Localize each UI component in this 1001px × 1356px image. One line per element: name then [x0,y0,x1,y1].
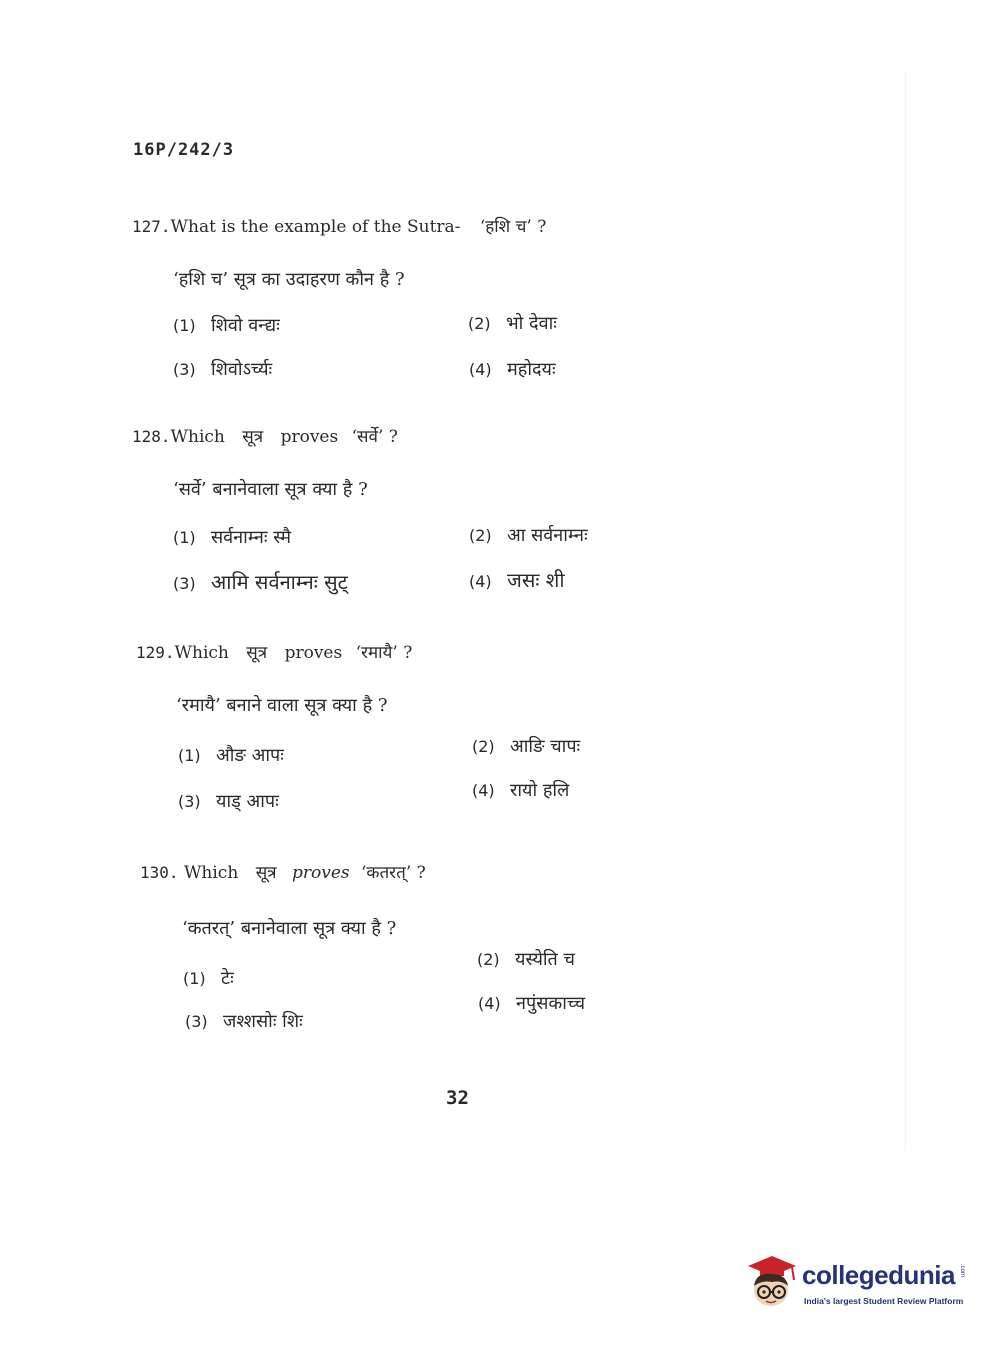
question-english-text: Which [183,863,239,883]
option-number: (4) [472,781,495,800]
option-text: शिवो वन्द्यः [211,315,280,336]
option-text: शिवोऽर्च्यः [211,359,273,380]
option-text: टेः [221,968,234,989]
option-number: (3) [178,792,201,811]
question-english-text: Which [170,427,225,447]
option-number: (4) [469,572,492,591]
option-text: आङि चापः [510,736,581,757]
question-term: ‘सर्वे’ ? [351,427,398,447]
collegedunia-watermark[interactable] [742,1250,970,1320]
page-number: 32 [446,1087,469,1109]
option-1[interactable] [178,743,284,767]
option-text: यस्येति च [515,949,575,970]
question-hindi: ‘सर्वे’ बनानेवाला सूत्र क्या है ? [173,479,368,500]
question-english-mid: proves [280,427,339,447]
option-3[interactable] [185,1009,303,1033]
option-number: (2) [469,526,492,545]
option-1[interactable] [173,525,291,549]
option-text: आमि सर्वनाम्नः सुट् [211,570,348,594]
question-129 [0,636,1001,836]
brand-dotcom: .com [959,1264,965,1278]
option-text: भो देवाः [506,313,557,334]
option-2[interactable] [472,734,580,758]
option-number: (4) [469,360,492,379]
question-english-text: What is the example of the Sutra- [170,217,461,237]
option-number: (3) [173,574,196,593]
question-number: 127. [132,217,171,236]
option-number: (2) [468,314,491,333]
paper-code: 16P/242/3 [133,140,235,160]
question-term: ‘कतरत्’ ? [361,863,426,883]
question-english [132,214,546,237]
option-text: महोदयः [507,359,556,380]
question-english [136,640,412,663]
question-hindi: ‘हशि च’ सूत्र का उदाहरण कौन है ? [173,269,405,290]
brand-name: collegedunia [802,1260,955,1290]
option-3[interactable] [178,789,279,813]
option-4[interactable] [469,357,556,381]
option-number: (4) [478,994,501,1013]
option-4[interactable] [469,566,565,593]
option-2[interactable] [469,523,588,547]
question-english [132,424,398,447]
option-text: औङ आपः [216,745,284,766]
question-number: 128. [132,427,171,446]
option-3[interactable] [173,357,272,381]
option-text: जसः शी [507,568,565,592]
question-number: 129. [136,643,175,662]
option-4[interactable] [478,991,585,1015]
question-english-mid: proves [291,863,350,883]
question-sutra-word: सूत्र [255,863,277,883]
option-4[interactable] [472,778,569,802]
option-text: याड् आपः [216,791,279,812]
option-text: रायो हलि [510,780,570,801]
question-sutra-word: सूत्र [242,427,264,447]
question-hindi: ‘रमायै’ बनाने वाला सूत्र क्या है ? [176,695,388,716]
option-number: (1) [173,528,196,547]
option-text: जश्शसोः शिः [223,1011,303,1032]
question-sutra-word: सूत्र [246,643,268,663]
option-3[interactable] [173,568,348,595]
brand-tagline: India's largest Student Review Platform [804,1296,964,1306]
question-english-text: Which [174,643,229,663]
question-number: 130. [140,863,179,882]
question-130 [0,852,1001,1052]
option-number: (2) [477,950,500,969]
question-english-mid: proves [284,643,343,663]
option-text: आ सर्वनाम्नः [507,525,588,546]
question-term: ‘हशि च’ ? [479,217,547,237]
question-127 [0,210,1001,410]
option-2[interactable] [468,311,557,335]
option-text: सर्वनाम्नः स्मै [211,527,292,548]
question-english [140,860,426,883]
option-1[interactable] [183,966,234,990]
option-number: (3) [173,360,196,379]
mascot-logo-icon [742,1252,800,1312]
option-number: (2) [472,737,495,756]
option-2[interactable] [477,947,575,971]
option-number: (3) [185,1012,208,1031]
question-hindi: ‘कतरत्’ बनानेवाला सूत्र क्या है ? [182,918,397,939]
option-number: (1) [173,316,196,335]
question-128 [0,420,1001,620]
option-number: (1) [183,969,206,988]
option-1[interactable] [173,313,280,337]
option-text: नपुंसकाच्च [516,993,586,1014]
option-number: (1) [178,746,201,765]
question-term: ‘रमायै’ ? [355,643,413,663]
